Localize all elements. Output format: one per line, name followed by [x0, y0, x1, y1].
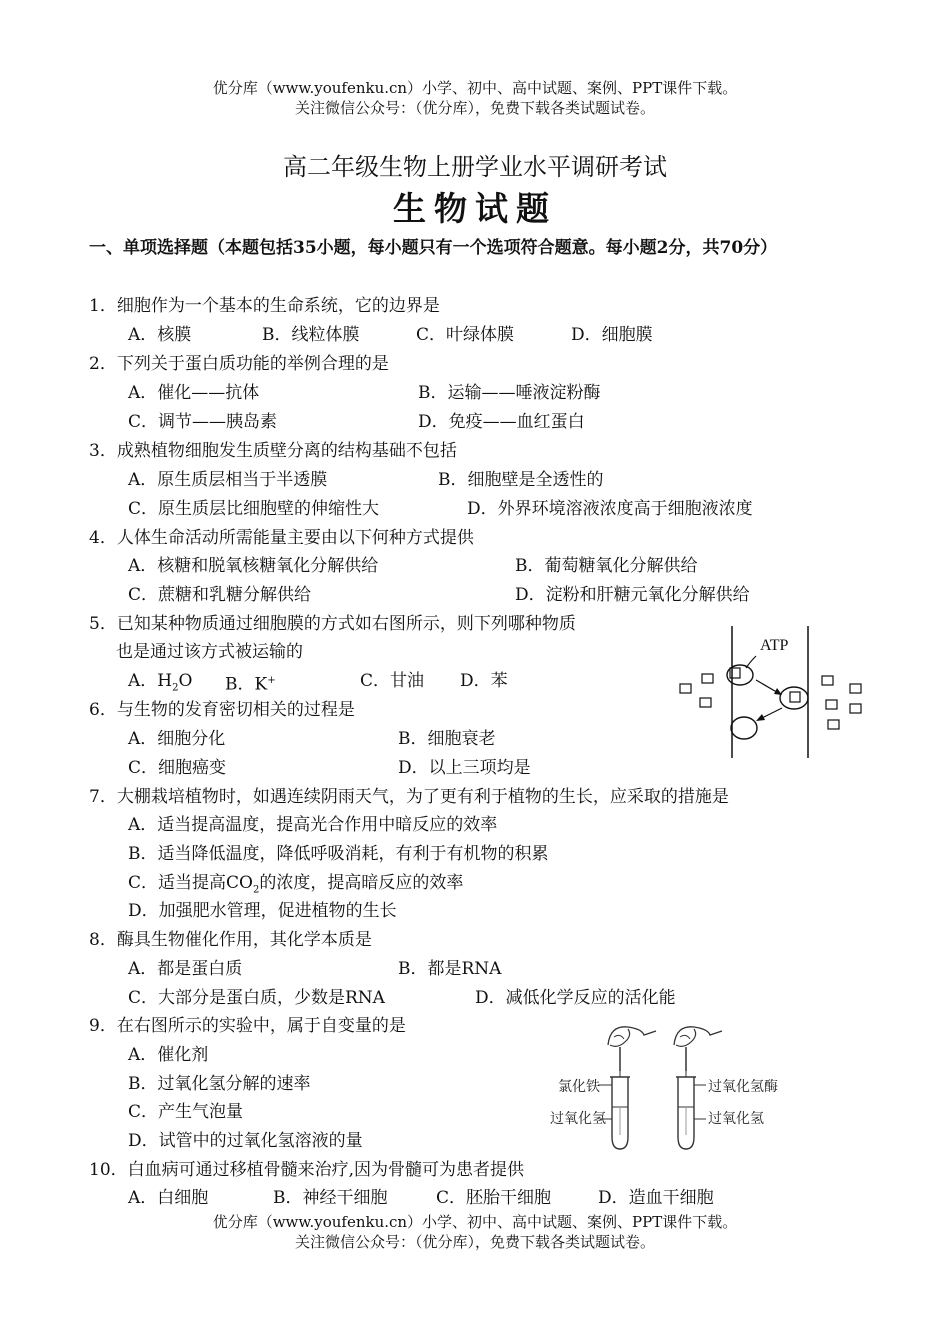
figure-label-hydrogen-peroxide-right: 过氧化氢: [708, 1111, 764, 1127]
question-4-option-c: C．蔗糖和乳糖分解供给: [128, 585, 312, 605]
question-8-stem: 8．酶具生物催化作用，其化学本质是: [89, 930, 372, 950]
question-3-option-d: D．外界环境溶液浓度高于细胞液浓度: [467, 499, 753, 519]
question-3-option-a: A．原生质层相当于半透膜: [128, 470, 328, 490]
question-3-option-b: B．细胞壁是全透性的: [438, 470, 604, 490]
question-5-stem-line-1: 5．已知某种物质通过细胞膜的方式如右图所示，则下列哪种物质: [89, 614, 576, 634]
question-4-stem: 4．人体生命活动所需能量主要由以下何种方式提供: [89, 528, 474, 548]
question-10-stem: 10．白血病可通过移植骨髓来治疗,因为骨髓可为患者提供: [89, 1160, 525, 1180]
footer-line-2: 关注微信公众号：（优分库），免费下载各类试题试卷。: [294, 1233, 655, 1251]
question-4-option-d: D．淀粉和肝糖元氧化分解供给: [515, 585, 750, 605]
test-tube-experiment-figure: [548, 1015, 788, 1155]
question-5-option-b: B．K+: [225, 674, 276, 695]
active-transport-figure: [670, 622, 870, 762]
atp-label: ATP: [760, 637, 789, 654]
question-7-option-b: B．适当降低温度，降低呼吸消耗，有利于有机物的积累: [128, 844, 549, 864]
question-5-option-c: C．甘油: [360, 671, 425, 691]
question-5-option-d: D．苯: [460, 671, 508, 691]
figure-label-ferric-chloride: 氯化铁: [558, 1079, 600, 1095]
question-8-option-a: A．都是蛋白质: [128, 959, 243, 979]
question-2-option-d: D．免疫——血红蛋白: [418, 412, 585, 432]
question-1-stem: 1．细胞作为一个基本的生命系统，它的边界是: [89, 296, 440, 316]
question-3-stem: 3．成熟植物细胞发生质壁分离的结构基础不包括: [89, 441, 457, 461]
question-4-option-a: A．核糖和脱氧核糖氧化分解供给: [128, 556, 379, 576]
question-1-option-a: A．核膜: [128, 325, 192, 345]
question-1-option-d: D．细胞膜: [571, 325, 653, 345]
question-6-option-a: A．细胞分化: [128, 729, 226, 749]
question-1-option-c: C．叶绿体膜: [416, 325, 515, 345]
question-7-option-c: C．适当提高$CO_2$的浓度，提高暗反应的效率: [128, 873, 464, 896]
question-6-option-b: B．细胞衰老: [398, 729, 496, 749]
question-2-stem: 2．下列关于蛋白质功能的举例合理的是: [89, 354, 389, 374]
question-2-option-c: C．调节——胰岛素: [128, 412, 278, 432]
question-10-option-a: A．白细胞: [128, 1188, 209, 1208]
section-heading: 一、单项选择题（本题包括35小题，每小题只有一个选项符合题意。每小题2分，共70分）: [89, 238, 778, 258]
question-8-option-d: D．减低化学反应的活化能: [475, 988, 676, 1008]
question-9-option-a: A．催化剂: [128, 1045, 209, 1065]
question-10-option-c: C．胚胎干细胞: [436, 1188, 552, 1208]
question-3-option-c: C．原生质层比细胞壁的伸缩性大: [128, 499, 380, 519]
question-2-option-b: B．运输——唾液淀粉酶: [418, 383, 601, 403]
question-8-option-c: C．大部分是蛋白质，少数是RNA: [128, 988, 385, 1008]
question-7-option-d: D．加强肥水管理，促进植物的生长: [128, 901, 397, 921]
question-10-option-d: D．造血干细胞: [598, 1188, 714, 1208]
question-10-option-b: B．神经干细胞: [273, 1188, 388, 1208]
question-5-option-a: A．$H_2O$: [128, 671, 193, 694]
question-2-option-a: A．催化——抗体: [128, 383, 260, 403]
question-7-stem: 7．大棚栽培植物时，如遇连续阴雨天气，为了更有利于植物的生长，应采取的措施是: [89, 787, 729, 807]
question-5-stem-line-2: 也是通过该方式被运输的: [116, 642, 303, 662]
exam-title: 高二年级生物上册学业水平调研考试: [283, 153, 667, 181]
question-1-option-b: B．线粒体膜: [262, 325, 360, 345]
question-9-stem: 9．在右图所示的实验中，属于自变量的是: [89, 1016, 406, 1036]
question-9-option-c: C．产生气泡量: [128, 1102, 244, 1122]
question-4-option-b: B．葡萄糖氧化分解供给: [515, 556, 698, 576]
header-line-1: 优分库（www.youfenku.cn）小学、初中、高中试题、案例、PPT课件下载。: [212, 79, 738, 97]
question-6-option-c: C．细胞癌变: [128, 758, 227, 778]
question-6-option-d: D．以上三项均是: [398, 758, 531, 778]
header-line-2: 关注微信公众号：（优分库），免费下载各类试题试卷。: [294, 99, 655, 117]
question-6-stem: 6．与生物的发育密切相关的过程是: [89, 700, 355, 720]
footer-line-1: 优分库（www.youfenku.cn）小学、初中、高中试题、案例、PPT课件下载。: [212, 1213, 738, 1231]
figure-label-catalase: 过氧化氢酶: [708, 1079, 778, 1095]
exam-subtitle: 生物试题: [393, 189, 557, 228]
question-8-option-b: B．都是RNA: [398, 959, 502, 979]
question-9-option-d: D．试管中的过氧化氢溶液的量: [128, 1131, 363, 1151]
question-9-option-b: B．过氧化氢分解的速率: [128, 1074, 311, 1094]
question-7-option-a: A．适当提高温度，提高光合作用中暗反应的效率: [128, 815, 498, 835]
figure-label-hydrogen-peroxide-left: 过氧化氢: [550, 1111, 606, 1127]
